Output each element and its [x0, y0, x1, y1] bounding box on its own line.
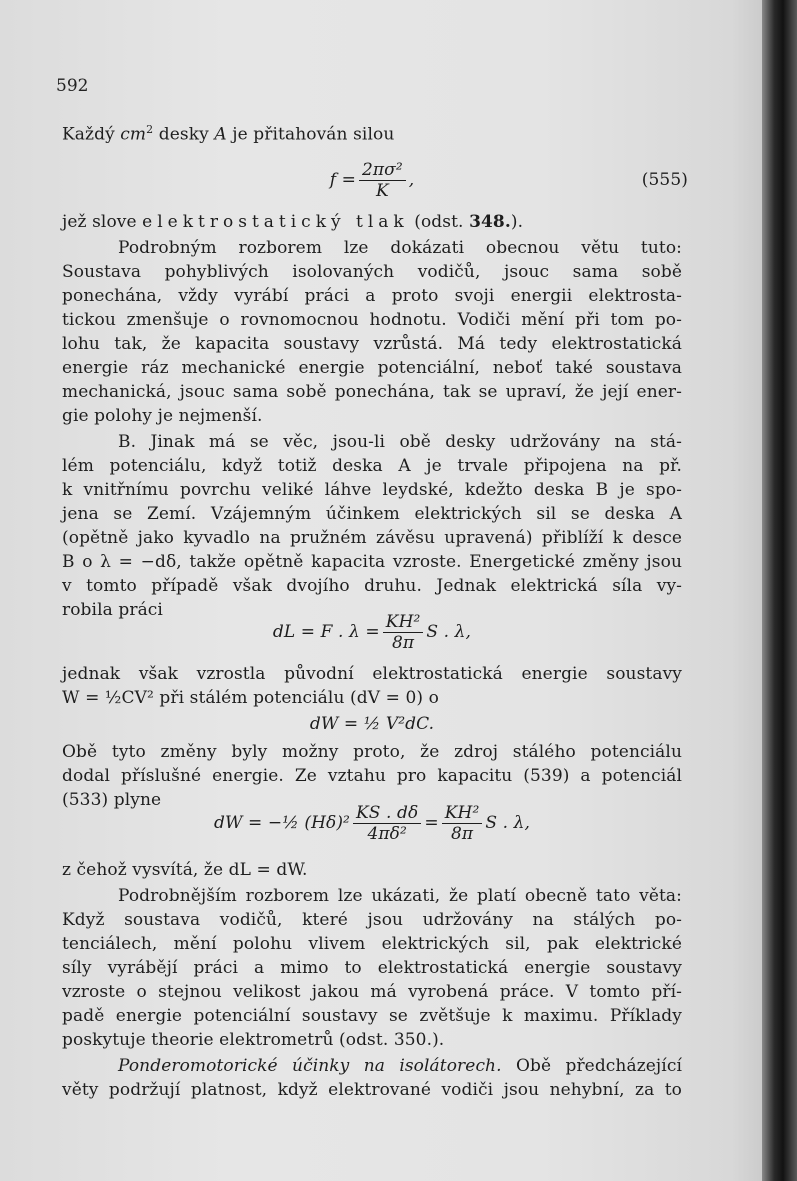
para2-line: robila práci	[62, 600, 163, 620]
para1-line: gie polohy je nejmenší.	[62, 406, 263, 426]
para6-line: Když soustava vodičů, které jsou udržovány na stálých po-	[62, 910, 682, 930]
para4-line: (533) plyne	[62, 790, 162, 810]
para6-line: tenciálech, mění polohu vlivem elektrických sil, pak elektrické	[62, 934, 682, 954]
para2-line: k vnitřnímu povrchu veliké láhve leydské, kdežto deska B je spo-	[62, 480, 682, 500]
para1-line: Soustava pohyblivých isolovaných vodičů, jsouc sama sobě	[62, 262, 682, 282]
equation-dW1: dW = ½ V²dC.	[309, 714, 435, 734]
para2-line: B o λ = −dδ, takže opětně kapacita vzroste. Energetické změny jsou	[62, 552, 682, 572]
equation-number: (555)	[641, 170, 688, 190]
line-electrostatic-pressure: jež slove elektrostatický tlak (odst. 348.).	[62, 212, 524, 232]
para5-line: z čehož vysvítá, že dL = dW.	[62, 860, 308, 880]
page-binding-edge	[762, 0, 797, 1181]
para1-line: tickou zmenšuje o rovnomocnou hodnotu. Vodiči mění při tom po-	[62, 310, 682, 330]
para1-line: mechanická, jsouc sama sobě ponechána, tak se upraví, že její ener-	[62, 382, 682, 402]
para2-line: lém potenciálu, když totiž deska A je trvale připojena na př.	[62, 456, 682, 476]
para1-line: ponechána, vždy vyrábí práci a proto svoji energii elektrosta-	[62, 286, 682, 306]
para2-line: B. Jinak má se věc, jsou-li obě desky udržovány na stá-	[118, 432, 682, 452]
line-intro: Každý $cm^2$ desky A je přitahován silou	[62, 123, 395, 145]
equation-dW2: dW = −½ (Hδ)² $\frac{KS . d\delta}{\text{4πδ²}}$ = $\frac{\text{KH²}}{8\pi}$ S . λ,	[214, 803, 530, 844]
para4-line: Obě tyto změny byly možny proto, že zdroj stálého potenciálu	[62, 742, 682, 762]
para6-line: Podrobnějším rozborem lze ukázati, že platí obecně tato věta:	[118, 886, 682, 906]
equation-555: f = $\frac{\text{2πσ²}}{K}$ , (555)	[329, 160, 688, 201]
para7-line: věty podržují platnost, když elektrované vodiči jsou nehybní, za to	[62, 1080, 682, 1100]
para6-line: síly vyrábějí práci a mimo to elektrostatická energie soustavy	[62, 958, 682, 978]
para3-line: jednak však vzrostla původní elektrostatická energie soustavy	[62, 664, 682, 684]
para2-line: jena se Zemí. Vzájemným účinkem elektrických sil se deska A	[62, 504, 682, 524]
page-number: 592	[56, 76, 89, 96]
para2-line: v tomto případě však dvojího druhu. Jednak elektrická síla vy-	[62, 576, 682, 596]
para6-line: poskytuje theorie elektrometrů (odst. 350.).	[62, 1030, 445, 1050]
equation-dL: dL = F . λ = $\frac{\text{KH²}}{8\pi}$ S . λ,	[272, 612, 472, 653]
para7-line: Ponderomotorické účinky na isolátorech. Obě předcházející	[118, 1056, 682, 1076]
section-heading: Ponderomotorické účinky na isolátorech.	[118, 1056, 502, 1076]
para6-line: padě energie potenciální soustavy se zvětšuje k maximu. Příklady	[62, 1006, 682, 1026]
para4-line: dodal příslušné energie. Ze vztahu pro kapacitu (539) a potenciál	[62, 766, 682, 786]
para1-line: Podrobným rozborem lze dokázati obecnou větu tuto:	[118, 238, 682, 258]
para3-line: W = ½CV² při stálém potenciálu (dV = 0) o	[62, 688, 439, 708]
para1-line: energie ráz mechanické energie potenciální, neboť také soustava	[62, 358, 682, 378]
para1-line: lohu tak, že kapacita soustavy vzrůstá. Má tedy elektrostatická	[62, 334, 682, 354]
para2-line: (opětně jako kyvadlo na pružném závěsu upravená) přiblíží k desce	[62, 528, 682, 548]
para6-line: vzroste o stejnou velikost jakou má vyrobená práce. V tomto pří-	[62, 982, 682, 1002]
